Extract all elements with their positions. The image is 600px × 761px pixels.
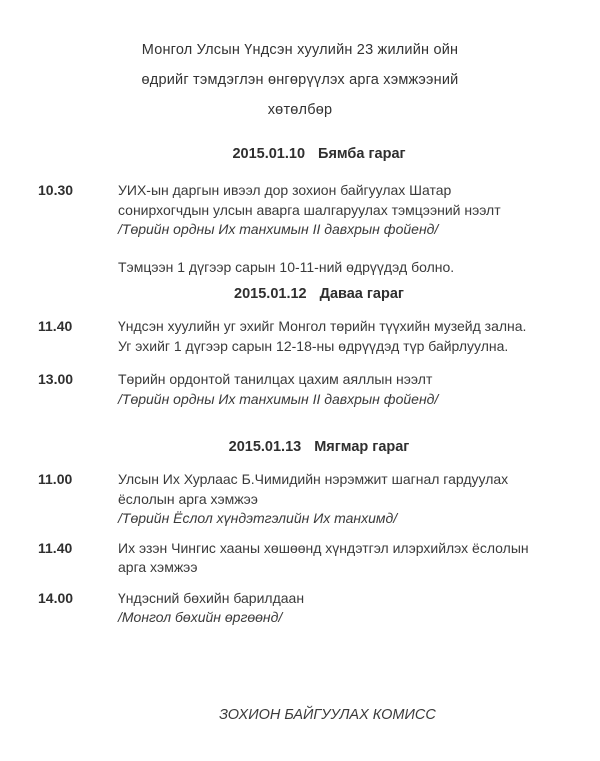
title-line-3: хөтөлбөр bbox=[267, 102, 333, 118]
event-row-1300 bbox=[0, 370, 600, 409]
event-text-line: Уг эхийг 1 дүгээр сарын 12-18-ны өдрүүдэд түр байрлуулна. bbox=[118, 337, 509, 354]
event-note-row bbox=[0, 258, 600, 278]
section-day: Бямба гараг bbox=[318, 146, 406, 162]
event-description bbox=[118, 370, 600, 409]
event-time: 10.30 bbox=[38, 182, 74, 198]
event-text-line: Их эзэн Чингис хааны хөшөөнд хүндэтгэл илэрхийлэх ёслолын bbox=[118, 539, 529, 556]
event-text-line: Төрийн ордонтой танилцах цахим аяллын нээлт bbox=[118, 371, 433, 387]
event-row-1100 bbox=[0, 470, 600, 529]
organizing-committee-signature: ЗОХИОН БАЙГУУЛАХ КОМИСС bbox=[219, 706, 436, 723]
event-row-1030 bbox=[0, 181, 600, 240]
event-description bbox=[118, 181, 600, 240]
event-text-line: арга хэмжээ bbox=[118, 559, 198, 575]
event-row-1140-a bbox=[0, 317, 600, 356]
section-date: 2015.01.13 bbox=[228, 439, 302, 455]
event-time: 11.40 bbox=[38, 539, 73, 556]
event-description bbox=[118, 258, 600, 278]
event-venue: /Төрийн ордны Их танхимын II давхрын фойенд/ bbox=[118, 390, 439, 407]
event-text-line: сонирхогчдын улсын аварга шалгаруулах тэмцээний нээлт bbox=[118, 201, 501, 218]
section-heading-2015-01-10 bbox=[0, 144, 600, 164]
event-time-empty bbox=[38, 258, 118, 278]
event-text-line: Үндэсний бөхийн барилдаан bbox=[118, 589, 305, 606]
section-day: Даваа гараг bbox=[319, 286, 404, 302]
section-day: Мягмар гараг bbox=[314, 439, 410, 455]
event-time: 11.00 bbox=[38, 471, 73, 487]
event-description bbox=[118, 470, 600, 529]
event-time: 11.40 bbox=[38, 318, 73, 334]
event-text-line: УИХ-ын даргын ивээл дор зохион байгуулах Шатар bbox=[118, 182, 452, 198]
event-row-1140-b bbox=[0, 539, 600, 578]
event-venue: /Төрийн Ёслол хүндэтгэлийн Их танхимд/ bbox=[118, 510, 398, 526]
title-line-2: өдрийг тэмдэглэн өнгөрүүлэх арга хэмжээний bbox=[141, 72, 459, 88]
section-heading-2015-01-13 bbox=[0, 437, 600, 457]
event-time: 13.00 bbox=[38, 371, 74, 387]
section-date: 2015.01.10 bbox=[232, 146, 306, 162]
section-date: 2015.01.12 bbox=[234, 286, 307, 302]
event-text-line: Үндсэн хуулийн уг эхийг Монгол төрийн түүхийн музейд зална. bbox=[118, 318, 527, 334]
event-venue: /Монгол бөхийн өргөөнд/ bbox=[118, 609, 283, 625]
event-description bbox=[118, 317, 600, 356]
document-title bbox=[0, 0, 600, 125]
event-time: 14.00 bbox=[38, 589, 74, 606]
section-note: Тэмцээн 1 дүгээр сарын 10-11-ний өдрүүдэд болно. bbox=[118, 258, 455, 275]
event-row-1400 bbox=[0, 589, 600, 628]
event-venue: /Төрийн ордны Их танхимын II давхрын фойенд/ bbox=[118, 221, 439, 237]
event-description bbox=[118, 539, 600, 578]
title-line-1: Монгол Улсын Үндсэн хуулийн 23 жилийн ойн bbox=[141, 42, 459, 58]
event-text-line: ёслолын арга хэмжээ bbox=[118, 490, 258, 507]
section-heading-2015-01-12 bbox=[0, 284, 600, 304]
event-text-line: Улсын Их Хурлаас Б.Чимидийн нэрэмжит шагнал гардуулах bbox=[118, 471, 509, 487]
event-description bbox=[118, 589, 600, 628]
